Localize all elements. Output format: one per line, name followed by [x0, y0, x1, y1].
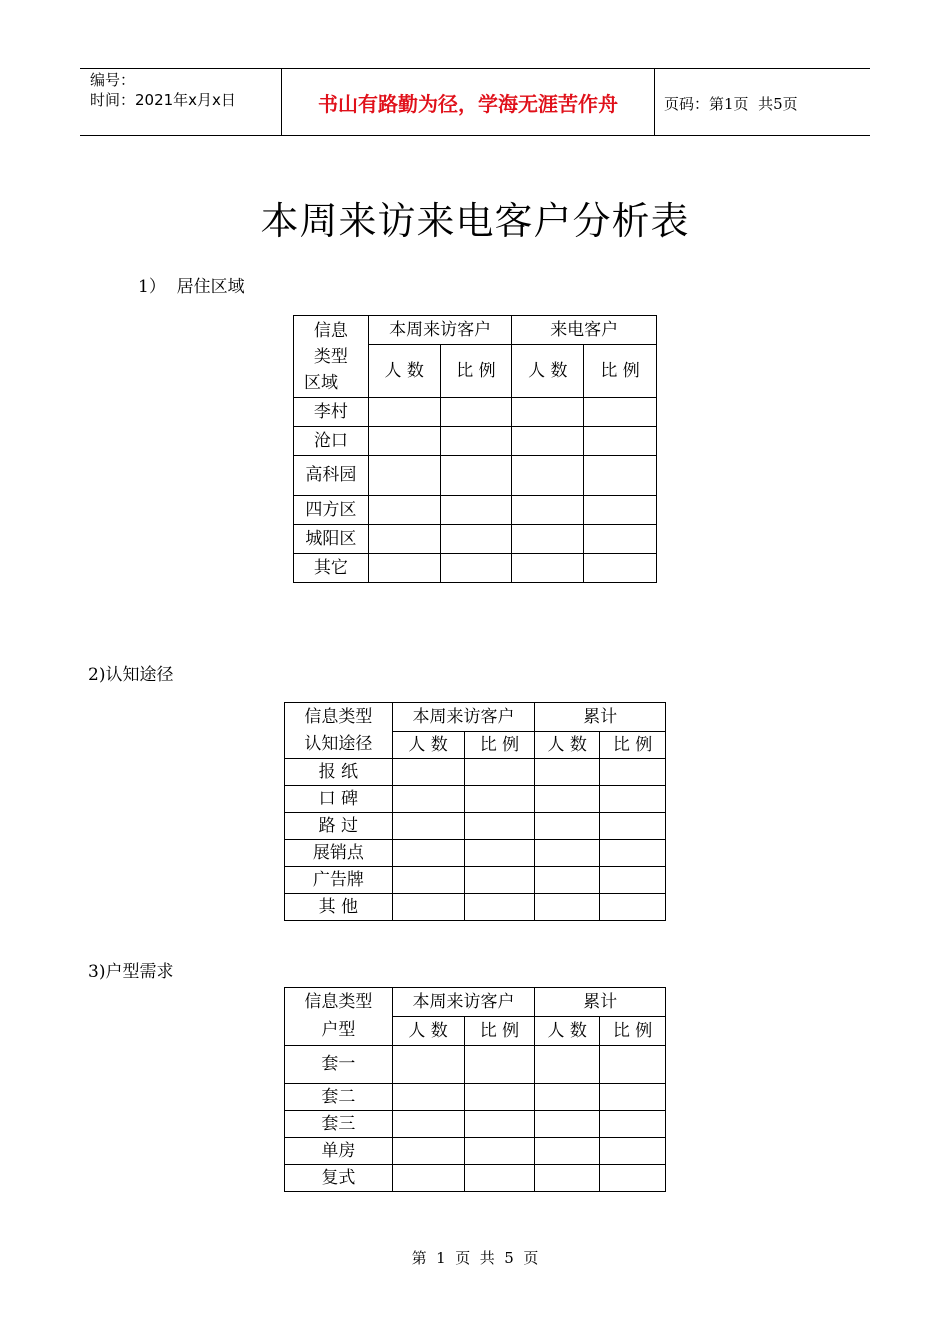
empty-data-cell	[512, 427, 584, 456]
table-row	[294, 456, 657, 496]
corner-line-3: 区域	[304, 372, 338, 393]
empty-data-cell	[512, 496, 584, 525]
empty-data-cell	[600, 840, 666, 867]
empty-data-cell	[512, 525, 584, 554]
unit-type-demand-table	[284, 987, 666, 1192]
empty-data-cell	[535, 786, 600, 813]
empty-data-cell	[440, 456, 512, 496]
empty-data-cell	[440, 427, 512, 456]
section3-heading: 3)户型需求	[88, 962, 174, 982]
sub-header-count: 人 数	[368, 345, 440, 398]
corner-bottom-label: 户型	[285, 1017, 393, 1046]
empty-data-cell	[392, 1111, 464, 1138]
empty-data-cell	[535, 1165, 600, 1192]
table-row	[285, 813, 666, 840]
empty-data-cell	[535, 840, 600, 867]
empty-data-cell	[368, 427, 440, 456]
table-row	[294, 427, 657, 456]
table-row	[285, 1046, 666, 1084]
header-number-label: 编号：	[90, 71, 136, 89]
table-row	[285, 1111, 666, 1138]
sub-header-ratio: 比 例	[464, 732, 535, 759]
group-header-visitors: 本周来访客户	[368, 316, 512, 345]
empty-data-cell	[584, 496, 657, 525]
group-header-callers: 来电客户	[512, 316, 657, 345]
row-label: 广告牌	[285, 867, 393, 894]
table-row	[294, 525, 657, 554]
corner-line-1: 信息	[313, 320, 348, 341]
table-row	[285, 894, 666, 921]
table-row	[294, 496, 657, 525]
row-label: 李村	[294, 398, 369, 427]
table-row	[285, 840, 666, 867]
table-row	[285, 1084, 666, 1111]
empty-data-cell	[600, 1046, 666, 1084]
table-row	[285, 759, 666, 786]
corner-bottom-label: 认知途径	[285, 732, 393, 759]
empty-data-cell	[600, 867, 666, 894]
empty-data-cell	[392, 759, 464, 786]
empty-data-cell	[392, 894, 464, 921]
empty-data-cell	[584, 427, 657, 456]
empty-data-cell	[600, 1084, 666, 1111]
empty-data-cell	[440, 398, 512, 427]
row-label: 其它	[294, 554, 369, 583]
empty-data-cell	[535, 1084, 600, 1111]
header-time-label: 时间：2021年x月x日	[90, 91, 236, 109]
empty-data-cell	[584, 398, 657, 427]
page-title: 本周来访来电客户分析表	[260, 199, 690, 243]
empty-data-cell	[464, 1111, 535, 1138]
empty-data-cell	[600, 1138, 666, 1165]
empty-data-cell	[464, 759, 535, 786]
empty-data-cell	[464, 1165, 535, 1192]
sub-header-ratio: 比 例	[440, 345, 512, 398]
row-label: 四方区	[294, 496, 369, 525]
row-label: 报 纸	[285, 759, 393, 786]
corner-top-label: 信息类型	[285, 703, 393, 732]
empty-data-cell	[392, 1046, 464, 1084]
group-header-cumulative: 累计	[535, 988, 666, 1017]
row-label: 沧口	[294, 427, 369, 456]
header-rule-bottom	[80, 135, 870, 136]
empty-data-cell	[368, 456, 440, 496]
sub-header-ratio: 比 例	[600, 1017, 666, 1046]
row-label: 展销点	[285, 840, 393, 867]
residence-area-table	[293, 315, 657, 583]
row-label: 单房	[285, 1138, 393, 1165]
empty-data-cell	[440, 554, 512, 583]
row-label: 其 他	[285, 894, 393, 921]
empty-data-cell	[535, 1111, 600, 1138]
table-row	[285, 1165, 666, 1192]
empty-data-cell	[535, 894, 600, 921]
header-meta	[90, 70, 236, 110]
empty-data-cell	[600, 759, 666, 786]
sub-header-count: 人 数	[535, 1017, 600, 1046]
empty-data-cell	[584, 525, 657, 554]
empty-data-cell	[535, 759, 600, 786]
sub-header-ratio: 比 例	[600, 732, 666, 759]
empty-data-cell	[464, 813, 535, 840]
row-label: 口 碑	[285, 786, 393, 813]
row-label: 套一	[285, 1046, 393, 1084]
header-motto: 书山有路勤为径，学海无涯苦作舟	[318, 92, 618, 116]
empty-data-cell	[512, 554, 584, 583]
empty-data-cell	[464, 867, 535, 894]
empty-data-cell	[464, 1084, 535, 1111]
empty-data-cell	[600, 894, 666, 921]
corner-line-2: 类型	[313, 346, 348, 367]
sub-header-count: 人 数	[392, 1017, 464, 1046]
empty-data-cell	[535, 1046, 600, 1084]
corner-top-label: 信息类型	[285, 988, 393, 1017]
empty-data-cell	[368, 525, 440, 554]
table-corner-cell	[294, 316, 369, 398]
row-label: 高科园	[294, 456, 369, 496]
table-row	[294, 554, 657, 583]
empty-data-cell	[464, 1046, 535, 1084]
empty-data-cell	[368, 554, 440, 583]
empty-data-cell	[512, 398, 584, 427]
section1-heading: 1） 居住区域	[138, 277, 245, 297]
empty-data-cell	[512, 456, 584, 496]
empty-data-cell	[464, 894, 535, 921]
sub-header-ratio: 比 例	[584, 345, 657, 398]
empty-data-cell	[464, 840, 535, 867]
empty-data-cell	[440, 496, 512, 525]
empty-data-cell	[464, 786, 535, 813]
page-footer: 第 1 页 共 5 页	[411, 1249, 539, 1267]
empty-data-cell	[535, 1138, 600, 1165]
empty-data-cell	[392, 813, 464, 840]
table-row	[285, 786, 666, 813]
empty-data-cell	[600, 1165, 666, 1192]
group-header-cumulative: 累计	[535, 703, 666, 732]
empty-data-cell	[440, 525, 512, 554]
empty-data-cell	[600, 786, 666, 813]
sub-header-count: 人 数	[535, 732, 600, 759]
section2-heading: 2)认知途径	[88, 665, 174, 685]
table-row	[285, 867, 666, 894]
empty-data-cell	[584, 456, 657, 496]
row-label: 复式	[285, 1165, 393, 1192]
empty-data-cell	[392, 1084, 464, 1111]
empty-data-cell	[600, 813, 666, 840]
row-label: 套三	[285, 1111, 393, 1138]
empty-data-cell	[392, 867, 464, 894]
table-row	[294, 398, 657, 427]
empty-data-cell	[600, 1111, 666, 1138]
empty-data-cell	[464, 1138, 535, 1165]
empty-data-cell	[368, 398, 440, 427]
empty-data-cell	[535, 813, 600, 840]
header-divider-right	[654, 68, 655, 135]
table-row	[285, 1138, 666, 1165]
empty-data-cell	[392, 1138, 464, 1165]
group-header-visitors: 本周来访客户	[392, 988, 535, 1017]
row-label: 城阳区	[294, 525, 369, 554]
header-rule-top	[80, 68, 870, 69]
sub-header-ratio: 比 例	[464, 1017, 535, 1046]
empty-data-cell	[392, 840, 464, 867]
group-header-visitors: 本周来访客户	[392, 703, 535, 732]
awareness-channel-table	[284, 702, 666, 921]
sub-header-count: 人 数	[512, 345, 584, 398]
empty-data-cell	[584, 554, 657, 583]
sub-header-count: 人 数	[392, 732, 464, 759]
row-label: 套二	[285, 1084, 393, 1111]
empty-data-cell	[535, 867, 600, 894]
header-page-label: 页码：第1页 共5页	[664, 95, 798, 113]
empty-data-cell	[392, 1165, 464, 1192]
row-label: 路 过	[285, 813, 393, 840]
empty-data-cell	[368, 496, 440, 525]
empty-data-cell	[392, 786, 464, 813]
